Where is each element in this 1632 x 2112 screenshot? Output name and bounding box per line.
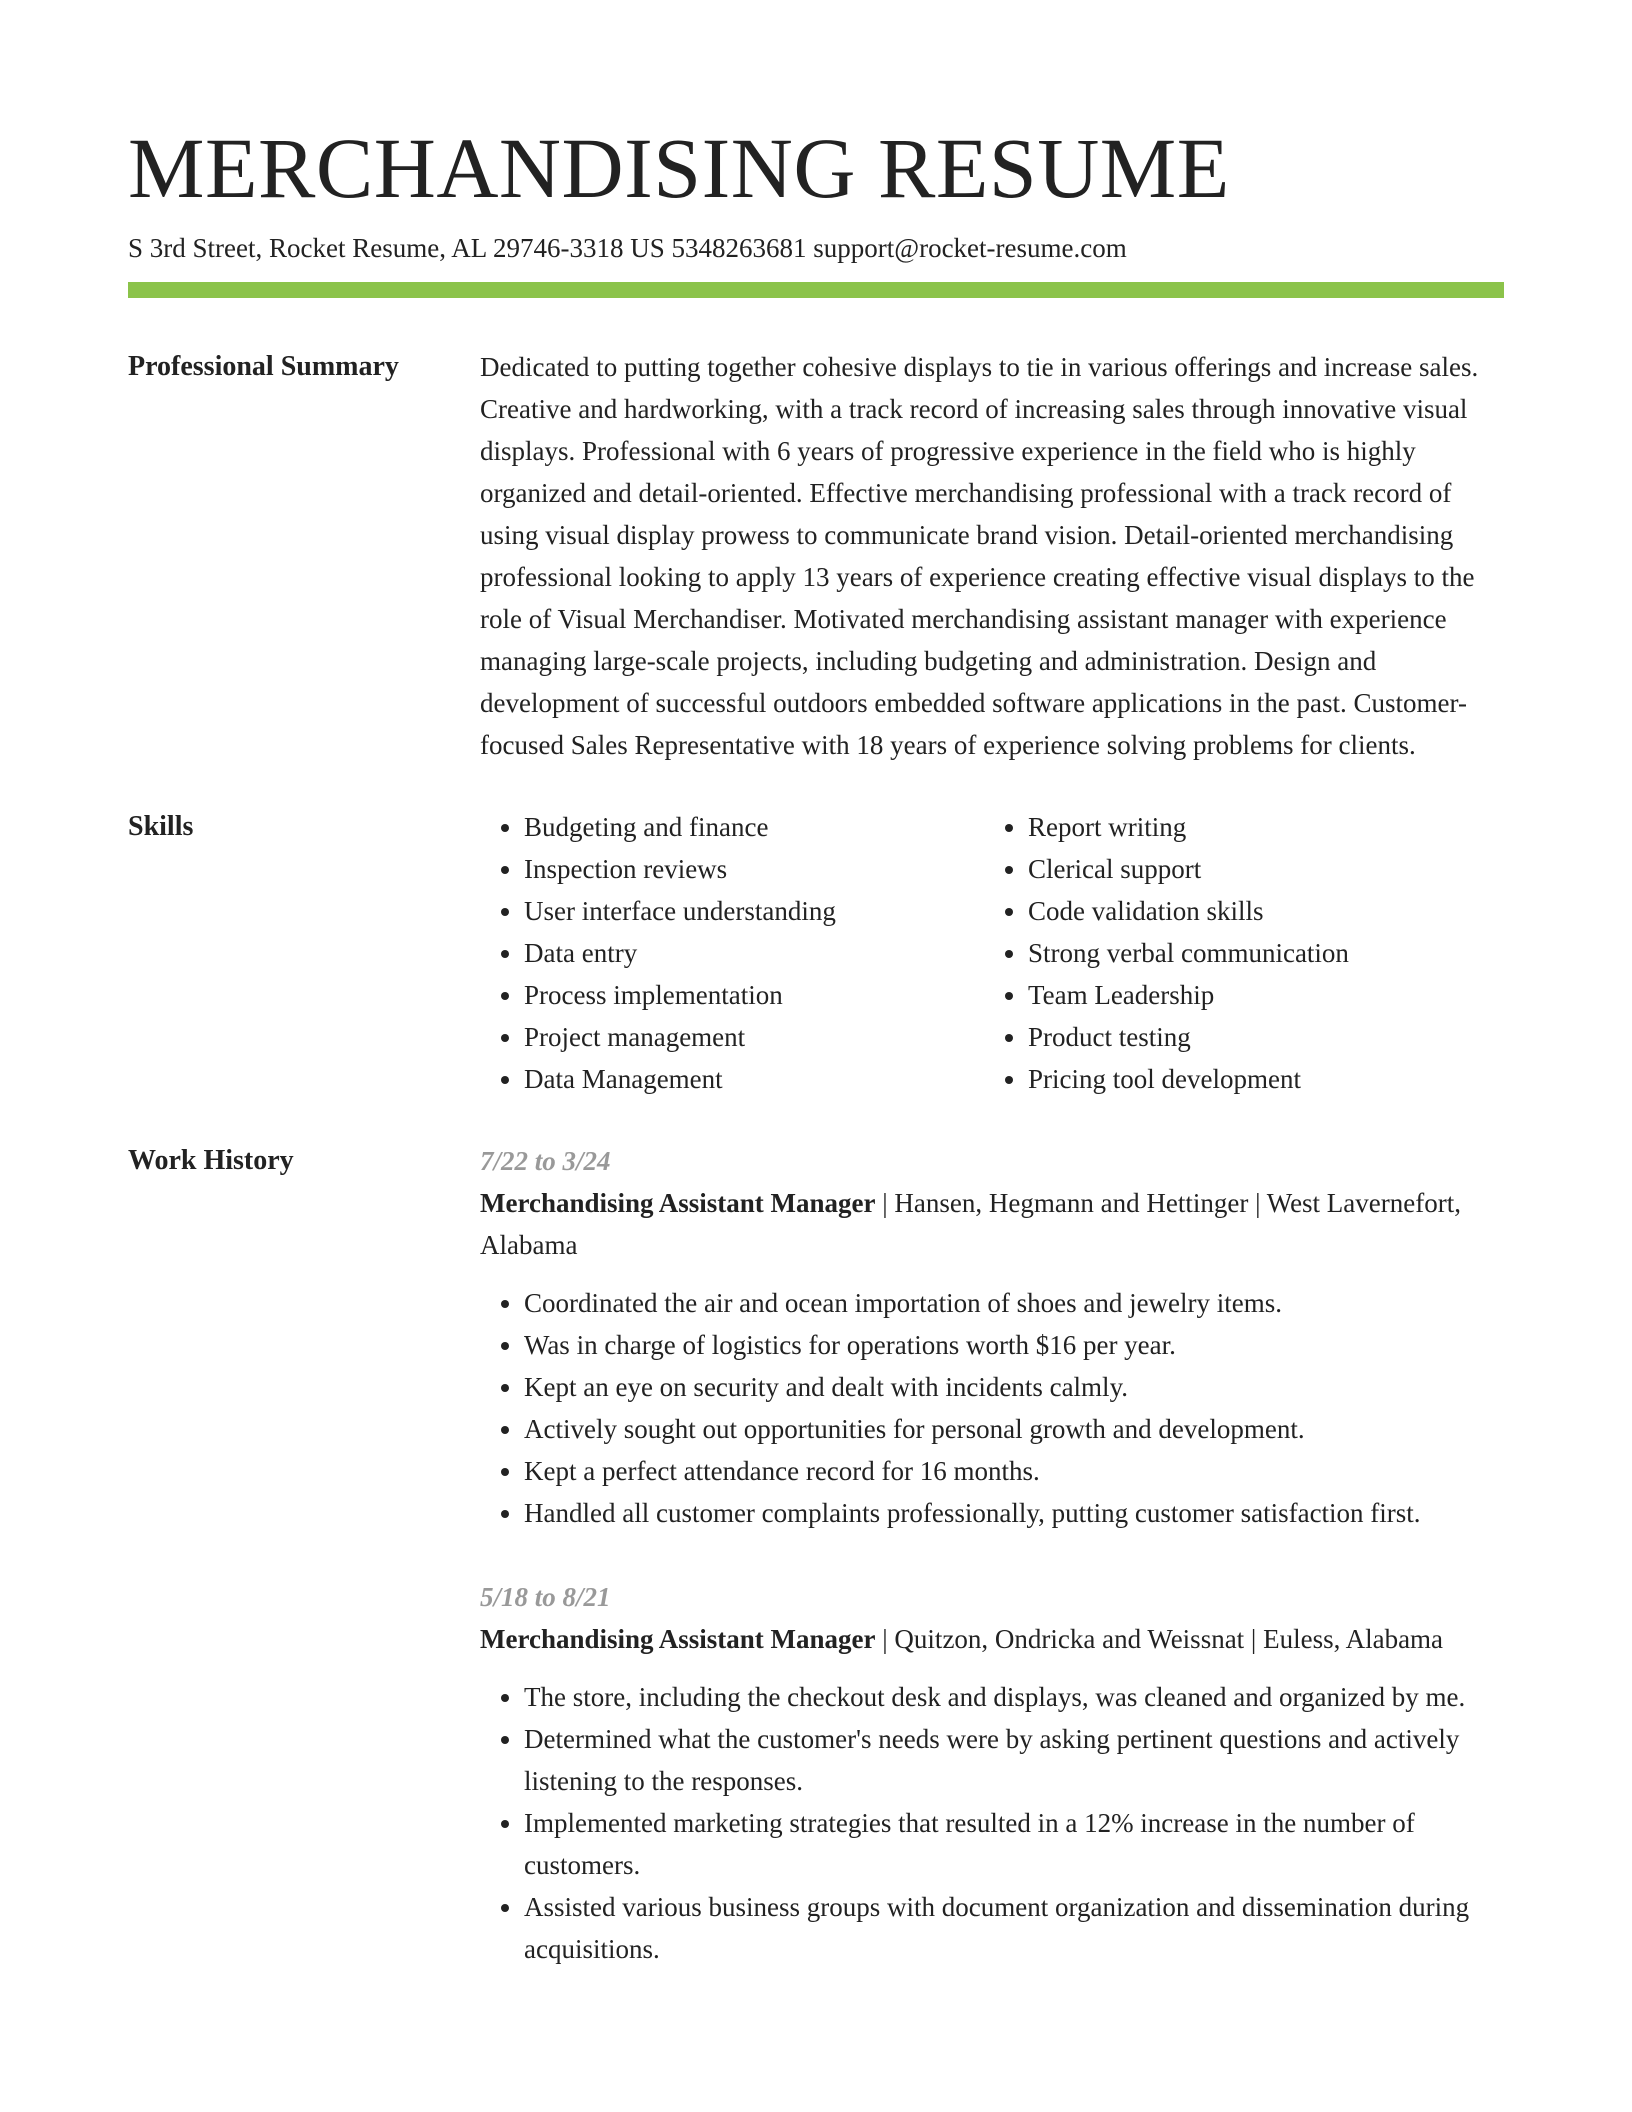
job-bullet: • Implemented marketing strategies that resulted in a 12% increase in the number of customers. <box>524 1802 1504 1886</box>
job-bullet: • Determined what the customer's needs were by asking pertinent questions and actively listening to the responses. <box>524 1718 1504 1802</box>
skills-heading: Skills <box>128 811 194 842</box>
skills-column-left <box>480 806 984 1100</box>
job-title: Merchandising Assistant Manager <box>480 1188 876 1218</box>
work-history-body <box>480 1140 1504 2012</box>
skill-item: • Process implementation <box>524 974 984 1016</box>
contact-address: S 3rd Street, Rocket Resume, AL 29746-3318 US <box>128 233 665 263</box>
skill-item: • Budgeting and finance <box>524 806 984 848</box>
job-heading <box>480 1618 1504 1660</box>
resume-title: MERCHANDISING RESUME <box>128 120 1230 216</box>
skill-item: • Code validation skills <box>1028 890 1488 932</box>
skill-item: • Product testing <box>1028 1016 1488 1058</box>
summary-section <box>128 346 1504 766</box>
job-employer-location: | Quitzon, Ondricka and Weissnat | Euless, Alabama <box>875 1624 1444 1654</box>
work-history-section <box>128 1140 1504 2012</box>
contact-phone: 5348263681 <box>671 233 807 263</box>
job-bullet: • Assisted various business groups with document organization and dissemination during acquisitions. <box>524 1886 1504 1970</box>
resume-header <box>128 0 1504 298</box>
job-bullet: • The store, including the checkout desk and displays, was cleaned and organized by me. <box>524 1676 1504 1718</box>
job-bullet: • Coordinated the air and ocean importation of shoes and jewelry items. <box>524 1282 1504 1324</box>
job-heading <box>480 1182 1504 1266</box>
skill-item: • Report writing <box>1028 806 1488 848</box>
job-bullets <box>480 1676 1504 1970</box>
skill-item: • Inspection reviews <box>524 848 984 890</box>
skill-item: • User interface understanding <box>524 890 984 932</box>
job-bullet: • Kept a perfect attendance record for 16 months. <box>524 1450 1504 1492</box>
job-dates: 7/22 to 3/24 <box>480 1146 611 1176</box>
job-bullet: • Actively sought out opportunities for personal growth and development. <box>524 1408 1504 1450</box>
skill-item: • Data Management <box>524 1058 984 1100</box>
job-bullet: • Handled all customer complaints professionally, putting customer satisfaction first. <box>524 1492 1504 1534</box>
job-bullets <box>480 1282 1504 1534</box>
job-employer-location: | Hansen, Hegmann and Hettinger | West Lavernefort, Alabama <box>480 1188 1461 1260</box>
skills-body <box>480 806 1504 1100</box>
summary-heading: Professional Summary <box>128 351 399 382</box>
skills-column-right <box>984 806 1488 1100</box>
work-history-heading: Work History <box>128 1145 294 1176</box>
job-title: Merchandising Assistant Manager <box>480 1624 876 1654</box>
job-entry <box>480 1576 1504 1970</box>
skill-item: • Clerical support <box>1028 848 1488 890</box>
skill-item: • Project management <box>524 1016 984 1058</box>
contact-email: support@rocket-resume.com <box>813 233 1127 263</box>
skill-item: • Strong verbal communication <box>1028 932 1488 974</box>
skills-section <box>128 806 1504 1100</box>
contact-line <box>128 230 1504 266</box>
job-dates: 5/18 to 8/21 <box>480 1582 611 1612</box>
accent-divider <box>128 282 1504 298</box>
skill-item: • Data entry <box>524 932 984 974</box>
job-entry <box>480 1140 1504 1534</box>
summary-text: Dedicated to putting together cohesive displays to tie in various offerings and increase sales. Creative and hardworking, with a track record of increasing sales through innovative visual displays. Professional with 6 years of progressive experience in the field who is highly organized and detail-oriented. Effective merchandising professional with a track record of using visual display prowess to communicate brand vision. Detail-oriented merchandising professional looking to apply 13 years of experience creating effective visual displays to the role of Visual Merchandiser. Motivated merchandising assistant manager with experience managing large-scale projects, including budgeting and administration. Design and development of successful outdoors embedded software applications in the past. Customer-focused Sales Representative with 18 years of experience solving problems for clients. <box>480 352 1479 760</box>
job-bullet: • Was in charge of logistics for operations worth $16 per year. <box>524 1324 1504 1366</box>
skill-item: • Team Leadership <box>1028 974 1488 1016</box>
summary-body <box>480 346 1504 766</box>
job-bullet: • Kept an eye on security and dealt with incidents calmly. <box>524 1366 1504 1408</box>
skill-item: • Pricing tool development <box>1028 1058 1488 1100</box>
